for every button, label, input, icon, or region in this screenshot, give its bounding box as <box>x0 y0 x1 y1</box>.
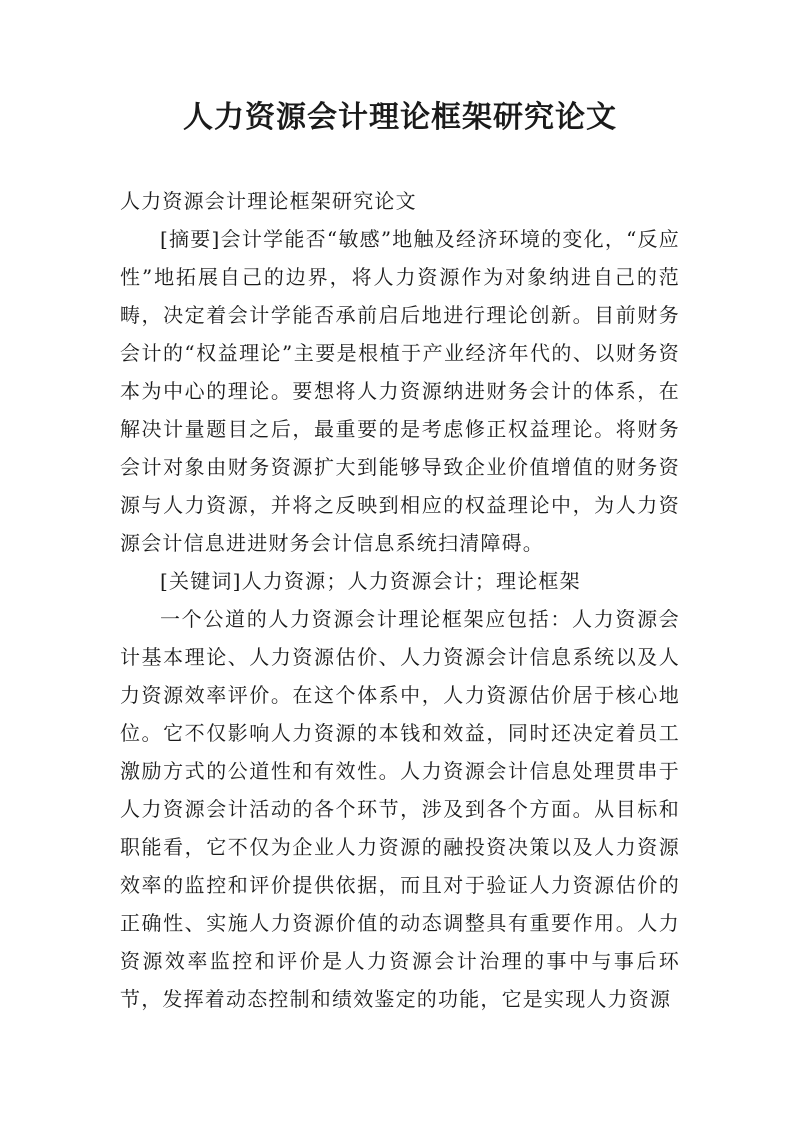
body-paragraph: 一个公道的人力资源会计理论框架应包括：人力资源会计基本理论、人力资源估价、人力资源会计信息系统以及人力资源效率评价。在这个体系中，人力资源估价居于核心地位。它不仅影响人力资源的本钱和效益，同时还决定着员工激励方式的公道性和有效性。人力资源会计信息处理贯串于人力资源会计活动的各个环节，涉及到各个方面。从目标和职能看，它不仅为企业人力资源的融投资决策以及人力资源效率的监控和评价提供依据，而且对于验证人力资源估价的正确性、实施人力资源价值的动态调整具有重要作用。人力资源效率监控和评价是人力资源会计治理的事中与事后环节，发挥着动态控制和绩效鉴定的功能，它是实现人力资源 <box>120 607 680 1011</box>
subtitle-line: 人力资源会计理论框架研究论文 <box>120 189 417 213</box>
abstract-paragraph: [摘要]会计学能否“敏感”地触及经济环境的变化，“反应性”地拓展自己的边界，将人力资源作为对象纳进自己的范畴，决定着会计学能否承前启后地进行理论创新。目前财务会计的“权益理论”主要是根植于产业经济年代的、以财务资本为中心的理论。要想将人力资源纳进财务会计的体系，在解决计量题目之后，最重要的是考虑修正权益理论。将财务会计对象由财务资源扩大到能够导致企业价值增值的财务资源与人力资源，并将之反映到相应的权益理论中，为人力资源会计信息进进财务会计信息系统扫清障碍。 <box>120 227 680 555</box>
keywords-line: [关键词]人力资源；人力资源会计；理论框架 <box>160 569 581 593</box>
document-body <box>120 182 680 1018</box>
document-title: 人力资源会计理论框架研究论文 <box>183 100 617 135</box>
